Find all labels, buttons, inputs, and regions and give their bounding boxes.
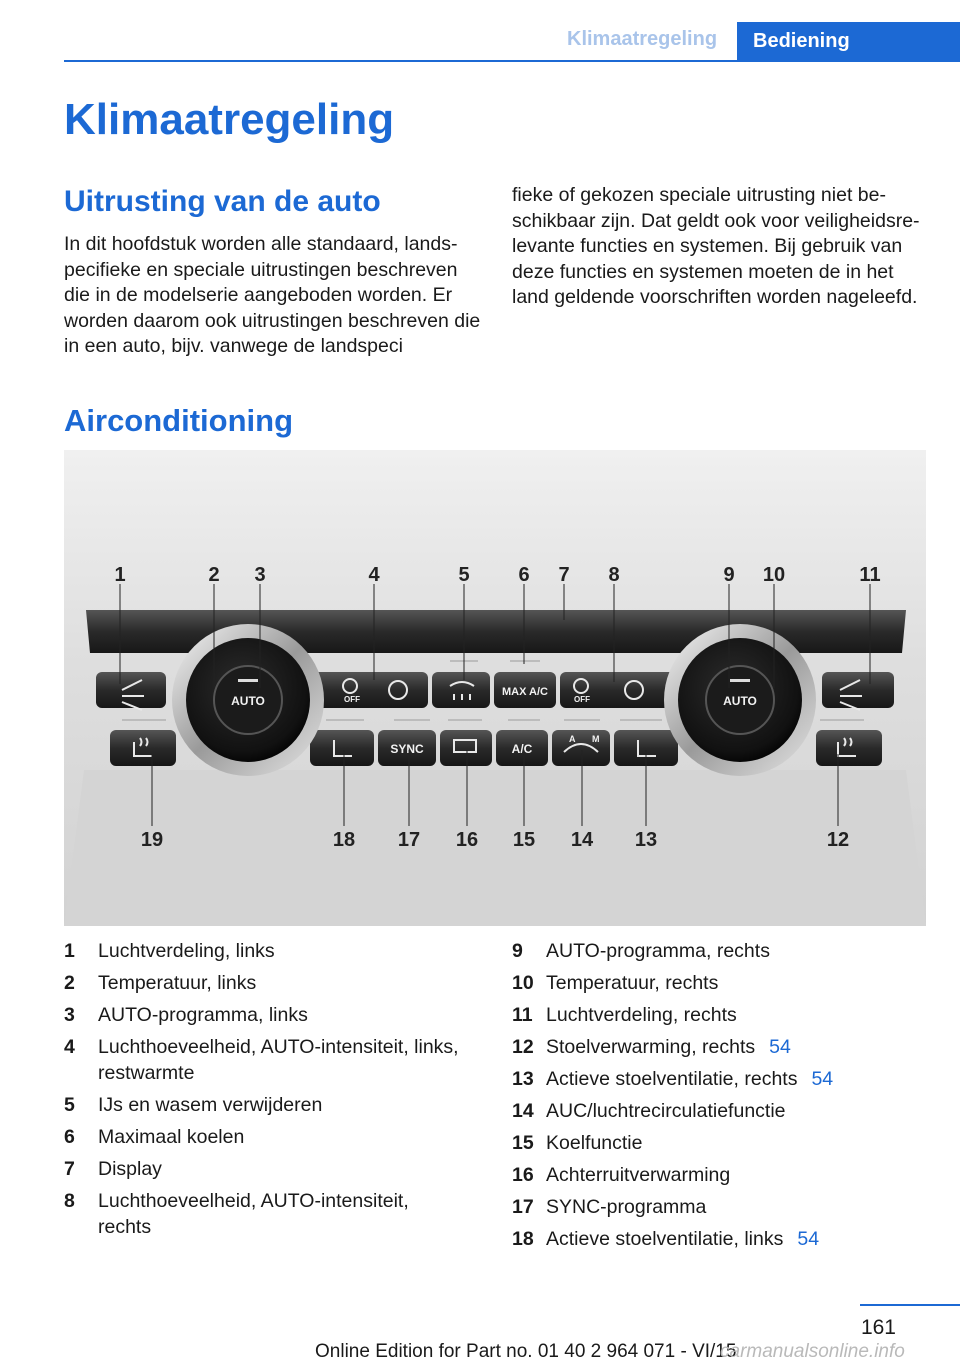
header-rule: [64, 60, 960, 62]
callout-2: 2: [208, 564, 220, 586]
callout-15: 15: [512, 829, 536, 851]
legend-number: 7: [64, 1158, 75, 1180]
legend-number: 5: [64, 1094, 75, 1116]
callout-14: 14: [570, 829, 594, 851]
page-reference-link[interactable]: 54: [769, 1036, 791, 1058]
label-auto-right: AUTO: [723, 694, 757, 708]
legend-text-label: Stoelverwarming, rechts: [546, 1036, 756, 1058]
callout-19: 19: [140, 829, 164, 851]
header-active-tab[interactable]: Bediening: [737, 22, 960, 62]
legend-text: IJs en wasem verwijderen: [98, 1094, 323, 1116]
legend-text-label: Actieve stoelventilatie, links: [546, 1228, 784, 1250]
legend-text: AUTO-programma, links: [98, 1004, 308, 1026]
page-number: 161: [860, 1316, 896, 1339]
legend-text-label: Actieve stoelventilatie, rechts: [546, 1068, 798, 1090]
legend-number: 3: [64, 1004, 75, 1026]
legend-number: 15: [512, 1132, 534, 1154]
climate-panel-figure: [64, 450, 926, 926]
page-footer: [0, 1300, 960, 1362]
callout-16: 16: [455, 829, 479, 851]
page-reference-link[interactable]: 54: [797, 1228, 820, 1250]
callout-6: 6: [518, 564, 530, 586]
paragraph-left: In dit hoofdstuk worden alle standaard, landspecifieke en speciale uitrustingen beschreven die in de modelserie aangeboden worden. Er worden daarom ook uitrustingen beschreven die in een auto, bijv. vanwege de landspeci: [64, 233, 481, 357]
legend-text: Luchthoeveelheid, AUTO-intensiteit, links, restwarmte: [98, 1036, 459, 1084]
legend-number: 16: [512, 1164, 534, 1186]
callout-3: 3: [254, 564, 266, 586]
button-defrost: [432, 672, 490, 708]
label-off-right: OFF: [574, 695, 590, 704]
legend-item: [512, 1226, 912, 1252]
button-air-distribution-left: [96, 672, 166, 708]
label-off-left: OFF: [344, 695, 360, 704]
legend-item: [512, 938, 912, 964]
legend-text: SYNC-programma: [546, 1196, 707, 1218]
button-recirculation: [552, 730, 610, 766]
legend-text: [546, 1226, 912, 1252]
footer-rule: [860, 1304, 960, 1306]
legend-number: 9: [512, 940, 523, 962]
label-max-ac: MAX A/C: [501, 686, 549, 698]
legend-item: [512, 1162, 912, 1188]
page-header: [0, 0, 960, 62]
legend-number: 17: [512, 1196, 534, 1218]
section-heading-airconditioning: Airconditioning: [64, 403, 294, 438]
button-air-distribution-right: [822, 672, 894, 708]
callout-1: 1: [114, 564, 126, 586]
legend-item: [512, 970, 912, 996]
legend-item: [64, 1156, 464, 1182]
legend-item: [512, 1098, 912, 1124]
header-breadcrumb[interactable]: Klimaatregeling: [567, 28, 718, 50]
climate-panel-illustration: [64, 450, 926, 926]
callout-10: 10: [762, 564, 786, 586]
legend-number: 6: [64, 1126, 75, 1148]
label-sync: SYNC: [390, 742, 424, 756]
legend-text: Achterruitverwarming: [546, 1164, 731, 1186]
legend-item: [64, 1188, 464, 1240]
legend-text: Maximaal koelen: [98, 1126, 245, 1148]
legend-number: 12: [512, 1036, 534, 1058]
legend-text: Display: [98, 1158, 162, 1180]
legend-number: 10: [512, 972, 534, 994]
callout-4: 4: [368, 564, 380, 586]
callout-11: 11: [859, 564, 881, 586]
page-title: Klimaatregeling: [64, 95, 395, 144]
button-rear-defrost: [440, 730, 492, 766]
legend-number: 8: [64, 1190, 75, 1212]
paragraph-right: fieke of gekozen speciale uitrusting niet beschikbaar zijn. Dat geldt ook voor veiligheidsrelevante functies en systemen. Bij gebruik van deze functies en systemen moeten de in het land geldende voorschriften worden nageleefd.: [512, 184, 920, 308]
legend-text: Luchtverdeling, links: [98, 940, 275, 962]
legend-item: [64, 1124, 464, 1150]
callout-13: 13: [634, 829, 658, 851]
button-fan-left: [308, 672, 428, 708]
callout-7: 7: [558, 564, 570, 586]
legend-text: Koelfunctie: [546, 1132, 643, 1154]
legend-number: 2: [64, 972, 75, 994]
label-auto-left: AUTO: [231, 694, 265, 708]
callout-17: 17: [397, 829, 421, 851]
legend-number: 18: [512, 1228, 534, 1250]
section-heading-equipment: Uitrusting van de auto: [64, 185, 381, 218]
legend-item: [512, 1066, 912, 1092]
button-seat-heating-left: [110, 730, 176, 766]
callout-5: 5: [458, 564, 470, 586]
watermark: carmanualsonline.info: [720, 1341, 905, 1362]
legend-item: [512, 1130, 912, 1156]
button-seat-heating-right: [816, 730, 882, 766]
legend-number: 11: [512, 1004, 533, 1026]
legend-number: 4: [64, 1036, 75, 1058]
legend-item: [512, 1034, 912, 1060]
legend-item: [64, 938, 464, 964]
legend-text: AUC/luchtrecirculatiefunctie: [546, 1100, 786, 1122]
legend-text: Luchtverdeling, rechts: [546, 1004, 737, 1026]
label-ac: A/C: [511, 742, 533, 756]
legend-text: Temperatuur, links: [98, 972, 257, 994]
edition-note: Online Edition for Part no. 01 40 2 964 071 - VI/15: [315, 1341, 737, 1362]
legend-item: [512, 1194, 912, 1220]
legend-right: [512, 938, 912, 1258]
legend-number: 13: [512, 1068, 534, 1090]
lower-panel: [64, 770, 926, 926]
legend-text: Temperatuur, rechts: [546, 972, 719, 994]
label-recirc-m: M: [592, 734, 600, 744]
legend-number: 14: [512, 1100, 534, 1122]
legend-item: [64, 1092, 464, 1118]
callout-9: 9: [723, 564, 735, 586]
legend-text: Luchthoeveelheid, AUTO-intensiteit, rechts: [98, 1190, 409, 1238]
page-reference-link[interactable]: 54: [811, 1068, 834, 1090]
label-recirc-a: A: [569, 734, 576, 744]
legend-text: [546, 1034, 912, 1060]
callout-18: 18: [332, 829, 356, 851]
legend-item: [64, 970, 464, 996]
legend-text: [546, 1066, 912, 1092]
knob-right-indicator: [730, 679, 750, 682]
button-seat-ventilation-left: [310, 730, 374, 766]
callout-12: 12: [826, 829, 850, 851]
legend-number: 1: [64, 940, 75, 962]
knob-left-indicator: [238, 679, 258, 682]
callout-8: 8: [608, 564, 620, 586]
legend-item: [64, 1002, 464, 1028]
legend-item: [64, 1034, 464, 1086]
legend-text: AUTO-programma, rechts: [546, 940, 770, 962]
legend-item: [512, 1002, 912, 1028]
legend-left: [64, 938, 464, 1246]
